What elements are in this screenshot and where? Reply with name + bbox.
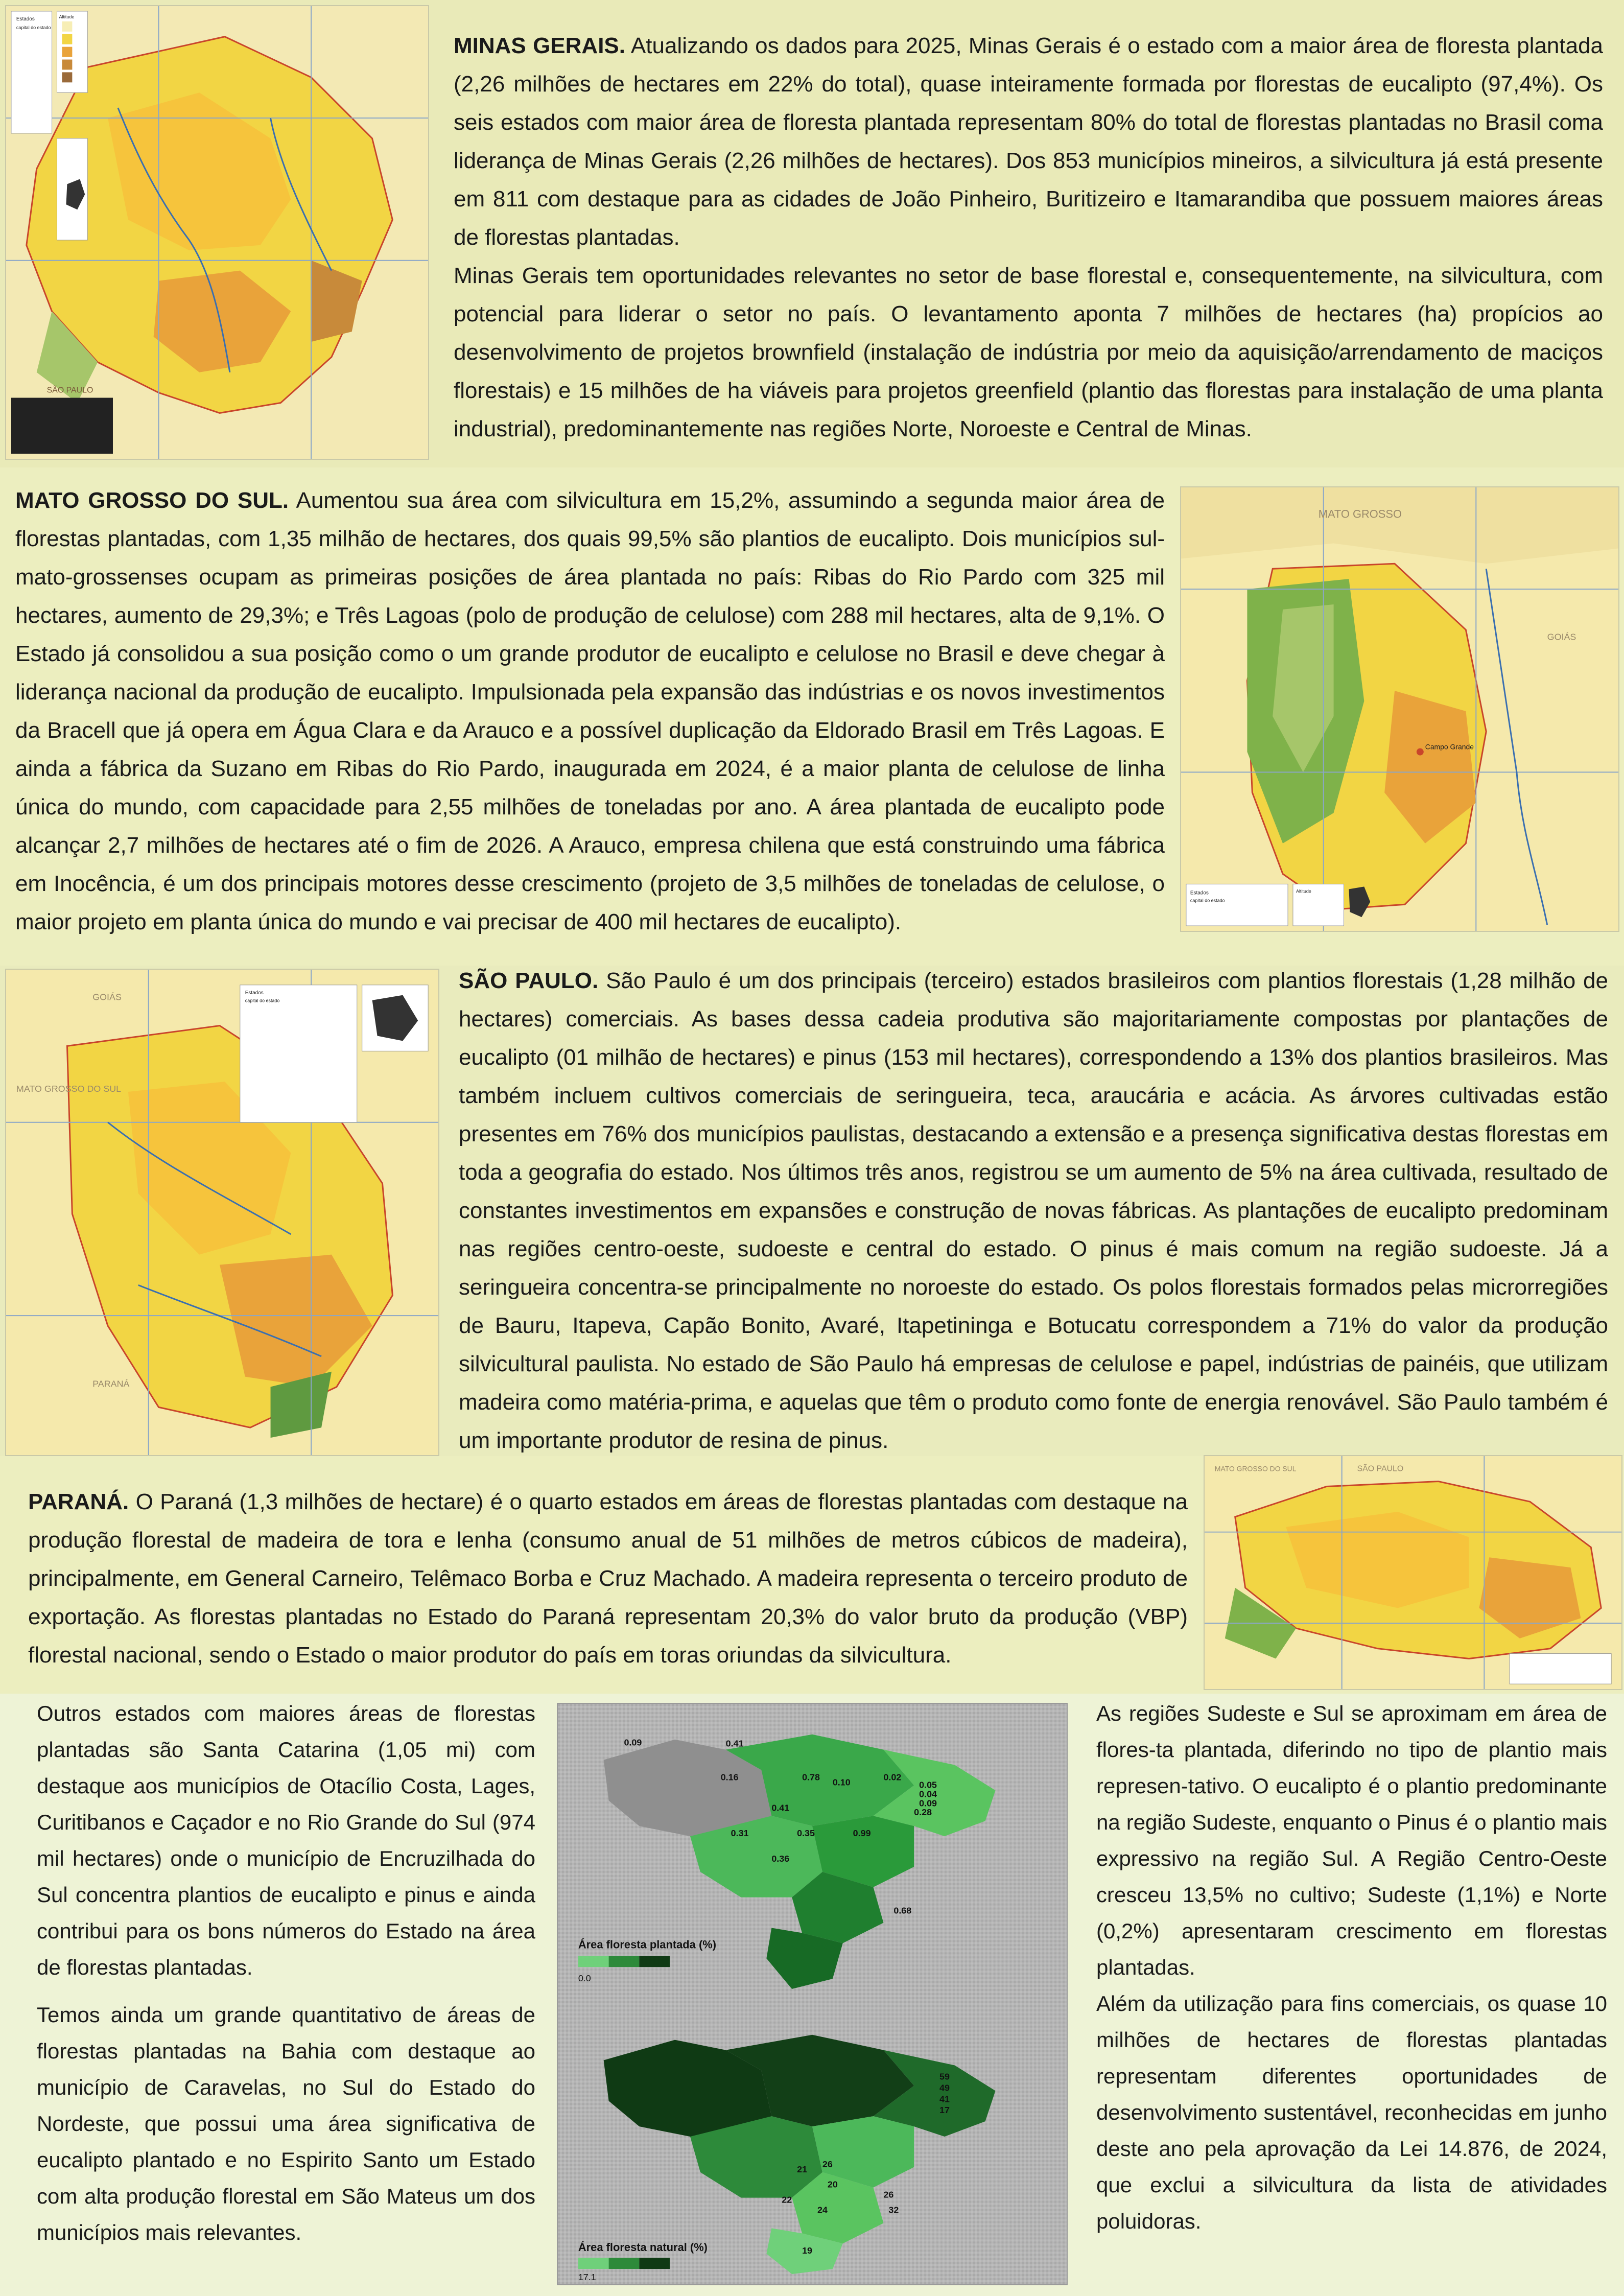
sp-label-goias: GOIÁS xyxy=(92,992,122,1002)
mato-grosso-do-sul-lead: MATO GROSSO DO SUL. xyxy=(15,488,289,513)
planted-label: 0.41 xyxy=(771,1802,790,1813)
planted-label: 0.04 xyxy=(919,1789,937,1799)
planted-label: 0.78 xyxy=(802,1772,820,1783)
right-column-p1: As regiões Sudeste e Sul se aproximam em área de flores-ta plantada, diferindo no tipo de plantio mais represen-tativo. O eucalipto é o plantio predominante na região Sudeste, enquanto o Pinus é o plantio mais expressivo na região Sul. A Região Centro-Oeste cresceu 13,5% no cultivo; Sudeste (1,1%) e Norte (0,2%) apresentaram crescimento em florestas plantadas. xyxy=(1096,1701,1607,1979)
brazil-forest-charts-graphic xyxy=(558,1704,1067,2284)
sao-paulo-text xyxy=(459,962,1608,1460)
ms-legend-altitude: Altitude xyxy=(1296,888,1311,894)
natural-label: 49 xyxy=(939,2082,950,2093)
planted-label: 0.41 xyxy=(725,1738,744,1749)
parana-text xyxy=(28,1483,1188,1674)
ms-label-goias: GOIÁS xyxy=(1547,631,1576,642)
sp-legend-title: Estados xyxy=(245,990,264,996)
mato-grosso-do-sul-map-graphic xyxy=(1181,487,1618,931)
natural-label: 41 xyxy=(939,2094,950,2104)
ms-legend-capital: capital do estado xyxy=(1190,898,1225,903)
natural-label: 26 xyxy=(822,2159,833,2169)
ms-label-campo-grande: Campo Grande xyxy=(1425,742,1474,751)
sp-label-mato-grosso-do-sul: MATO GROSSO DO SUL xyxy=(16,1083,122,1094)
planted-legend-min: 0.0 xyxy=(578,1973,591,1984)
natural-label: 24 xyxy=(817,2205,828,2215)
left-column-p1: Outros estados com maiores áreas de florestas plantadas são Santa Catarina (1,05 mi) com destaque aos municípios de Otacílio Costa, Lages, Curitibanos e Caçador e no Rio Grande do Sul (974 mil hectares) onde o município de Encruzilhada do Sul concentra plantios de eucalipto e pinus e ainda contribui para os bons números do Estado na área de florestas plantadas. xyxy=(37,1701,535,1979)
mato-grosso-do-sul-text xyxy=(15,481,1165,941)
sao-paulo-lead: SÃO PAULO. xyxy=(459,968,599,993)
minas-gerais-p1: Atualizando os dados para 2025, Minas Gerais é o estado com a maior área de floresta plantada (2,26 milhões de hectares em 22% do total), quase inteiramente formada por florestas de eucalipto (97,4%). Os seis estados com maior área de floresta plantada representam 80% do total de florestas plantadas no Brasil coma liderança de Minas Gerais (2,26 milhões de hectares). Dos 853 municípios mineiros, a silvicultura já está presente em 811 com destaque para as cidades de João Pinheiro, Buritizeiro e Itamarandiba que possuem maiores áreas de florestas plantadas. xyxy=(454,33,1604,250)
planted-label: 0.99 xyxy=(853,1828,871,1839)
parana-p1: O Paraná (1,3 milhões de hectare) é o quarto estados em áreas de florestas plantadas com destaque na produção florestal de madeira de tora e lenha (consumo anual de 51 milhões de metros cúbicos de madeira), principalmente, em General Carneiro, Telêmaco Borba e Cruz Machado. A madeira representa o terceiro produto de exportação. As florestas plantadas no Estado do Paraná representam 20,3% do valor bruto da produção (VBP) florestal nacional, sendo o Estado o maior produtor do país em toras oriundas da silvicultura. xyxy=(28,1489,1188,1668)
planted-label: 0.05 xyxy=(919,1779,937,1790)
mg-legend-title: Estados xyxy=(16,16,35,22)
natural-label: 19 xyxy=(802,2245,813,2256)
pr-label-mato-grosso-do-sul: MATO GROSSO DO SUL xyxy=(1214,1464,1297,1473)
right-column-text xyxy=(1096,1695,1607,2251)
minas-gerais-map xyxy=(5,5,429,460)
mg-label-sao-paulo: SÃO PAULO xyxy=(46,386,93,395)
parana-map-graphic xyxy=(1205,1456,1621,1689)
sao-paulo-map-graphic xyxy=(6,970,438,1455)
mato-grosso-do-sul-p1: Aumentou sua área com silvicultura em 15,2%, assumindo a segunda maior área de florestas plantadas, com 1,35 milhão de hectares, dos quais 99,5% são plantios de eucalipto. Dois municípios sul-mato-grossenses ocupam as primeiras posições de área plantada no país: Ribas do Rio Pardo com 325 mil hectares, aumento de 29,3%; e Três Lagoas (polo de produção de celulose) com 288 mil hectares, alta de 9,1%. O Estado já consolidou a sua posição como o um grande produtor de eucalipto e celulose no Brasil e deve chegar à liderança nacional da produção de eucalipto. Impulsionada pela expansão das indústrias e os novos investimentos da Bracell que já opera em Água Clara e da Arauco e a possível duplicação da Eldorado Brasil em Três Lagoas. E ainda a fábrica da Suzano em Ribas do Rio Pardo, inaugurada em 2024, é a maior planta de celulose de linha única do mundo, com capacidade para 2,55 milhões de toneladas por ano. A área plantada de eucalipto pode alcançar 2,7 milhões de hectares até o fim de 2026. A Arauco, empresa chilena que está construindo uma fábrica em Inocência, é um dos principais motores desse crescimento (projeto de 3,5 milhões de toneladas de celulose, o maior projeto em planta única do mundo e vai precisar de 400 mil hectares de eucalipto). xyxy=(15,488,1165,934)
minas-gerais-lead: MINAS GERAIS. xyxy=(454,33,626,58)
parana-lead: PARANÁ. xyxy=(28,1489,129,1514)
natural-label: 32 xyxy=(888,2205,899,2215)
natural-label: 59 xyxy=(939,2071,950,2082)
natural-label: 20 xyxy=(827,2179,838,2190)
parana-map xyxy=(1204,1455,1622,1690)
right-column-p2: Além da utilização para fins comerciais, os quase 10 milhões de hectares de florestas plantadas representam diferentes oportunidades de desenvolvimento sustentável, reconhecidas em junho deste ano pela aprovação da Lei 14.876, de 2024, que exclui a silvicultura da lista de atividades poluidoras. xyxy=(1096,1992,1607,2233)
natural-label: 17 xyxy=(939,2105,950,2116)
planted-label: 0.09 xyxy=(624,1737,642,1748)
natural-label: 22 xyxy=(782,2194,792,2205)
pr-label-sao-paulo: SÃO PAULO xyxy=(1357,1464,1404,1473)
planted-label: 0.31 xyxy=(731,1828,749,1839)
planted-label: 0.68 xyxy=(893,1905,912,1916)
natural-legend-min: 17.1 xyxy=(578,2272,596,2283)
planted-label: 0.28 xyxy=(914,1807,932,1818)
minas-gerais-map-graphic xyxy=(6,6,428,459)
planted-label: 0.16 xyxy=(720,1772,739,1783)
brazil-forest-charts xyxy=(557,1703,1068,2285)
planted-label: 0.35 xyxy=(797,1828,815,1839)
natural-label: 26 xyxy=(883,2189,894,2200)
left-column-p2: Temos ainda um grande quantitativo de áreas de florestas plantadas na Bahia com destaque ao município de Caravelas, no Sul do Estado do Nordeste, que possui uma área significativa de eucalipto plantado e no Espirito Santo um Estado com alta produção florestal em São Mateus um dos municípios mais relevantes. xyxy=(37,2003,535,2244)
sp-label-parana: PARANÁ xyxy=(92,1378,130,1389)
sao-paulo-map xyxy=(5,969,439,1456)
ms-legend-title: Estados xyxy=(1190,890,1209,896)
mato-grosso-do-sul-map xyxy=(1180,486,1619,932)
sp-legend-capital: capital do estado xyxy=(245,998,280,1003)
planted-legend-title: Área floresta plantada (%) xyxy=(578,1938,717,1951)
planted-label: 0.10 xyxy=(832,1777,851,1788)
ms-label-mato-grosso: MATO GROSSO xyxy=(1318,507,1402,521)
planted-label: 0.02 xyxy=(883,1772,902,1783)
natural-legend-title: Área floresta natural (%) xyxy=(578,2241,708,2254)
left-column-text xyxy=(37,1695,535,2262)
sao-paulo-p1: São Paulo é um dos principais (terceiro) estados brasileiros com plantios florestais (1,28 milhão de hectares) comerciais. As bases dessa cadeia produtiva são majoritariamente compostas por plantações de eucalipto (01 milhão de hectares) e pinus (153 mil hectares), correspondendo a 13% dos plantios brasileiros. Mas também incluem cultivos comerciais de seringueira, teca, araucária e acácia. As árvores cultivadas estão presentes em 76% dos municípios paulistas, destacando a extensão e a presença significativa destas florestas em toda a geografia do estado. Nos últimos três anos, registrou se um aumento de 5% na área cultivada, resultado de constantes investimentos em expansões e construção de novas fábricas. As plantações de eucalipto predominam nas regiões centro-oeste, sudoeste e central do estado. O pinus é mais comum na região sudoeste. Já a seringueira concentra-se principalmente no noroeste do estado. Os polos florestais formados pelas microrregiões de Bauru, Itapeva, Capão Bonito, Avaré, Itapetininga e Botucatu correspondem a 71% do valor da produção silvicultural paulista. No estado de São Paulo há empresas de celulose e papel, indústrias de painéis, que utilizam madeira como matéria-prima, e aquelas que têm o produto como fonte de energia renovável. São Paulo também é um importante produtor de resina de pinus. xyxy=(459,968,1608,1453)
mg-legend-capital: capital do estado xyxy=(16,25,51,30)
natural-label: 21 xyxy=(797,2164,808,2174)
mg-legend-altitude: Altitude xyxy=(59,14,75,19)
minas-gerais-p2: Minas Gerais tem oportunidades relevantes no setor de base florestal e, consequentemente, na silvicultura, com potencial para liderar o setor no país. O levantamento aponta 7 milhões de hectares (ha) propícios ao desenvolvimento de projetos brownfield (instalação de indústria por meio da aquisição/arrendamento de maciços florestais) e 15 milhões de ha viáveis para projetos greenfield (plantio das florestas para instalação de uma planta industrial), predominantemente nas regiões Norte, Noroeste e Central de Minas. xyxy=(454,263,1603,441)
planted-label: 0.09 xyxy=(919,1798,937,1809)
planted-label: 0.36 xyxy=(771,1853,790,1864)
minas-gerais-text xyxy=(454,27,1603,448)
